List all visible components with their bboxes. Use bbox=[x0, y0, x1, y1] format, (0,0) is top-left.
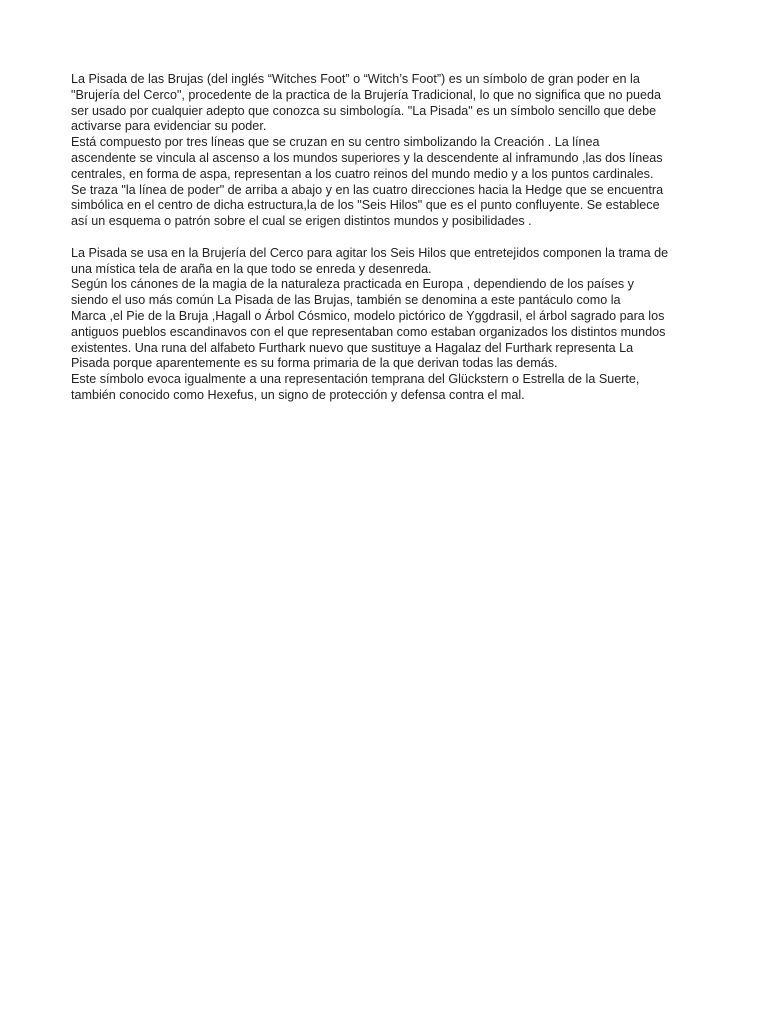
text-line: Está compuesto por tres líneas que se cruzan en su centro simbolizando la Creación . La línea bbox=[71, 135, 600, 150]
text-line: La Pisada de las Brujas (del inglés “Witches Foot” o “Witch’s Foot”) es un símbolo de gran poder en la bbox=[71, 72, 640, 86]
text-line: Este símbolo evoca igualmente a una representación temprana del Glückstern o Estrella de la Suerte, bbox=[71, 372, 640, 387]
text-line: ser usado por cualquier adepto que conozca su simbología. "La Pisada" es un símbolo sencillo que debe bbox=[71, 103, 657, 118]
text-line: Marca ,el Pie de la Bruja ,Hagall o Árbol Cósmico, modelo pictórico de Yggdrasil, el árbol sagrado para los bbox=[71, 308, 665, 323]
text-line: antiguos pueblos escandinavos con el que representaban como estaban organizados los distintos mundos bbox=[71, 324, 666, 339]
text-line: existentes. Una runa del alfabeto Furthark nuevo que sustituye a Hagalaz del Furthark representa La bbox=[71, 340, 634, 355]
body-text bbox=[71, 72, 711, 404]
text-line: La Pisada se usa en la Brujería del Cerco para agitar los Seis Hilos que entretejidos componen la trama de bbox=[71, 245, 669, 260]
text-line: siendo el uso más común La Pisada de las Brujas, también se denomina a este pantáculo como la bbox=[71, 293, 621, 308]
text-line: activarse para evidenciar su poder. bbox=[71, 119, 267, 134]
text-line: una mística tela de araña en la que todo se enreda y desenreda. bbox=[71, 261, 432, 276]
text-line: simbólica en el centro de dicha estructura,la de los "Seis Hilos" que es el punto confluyente. Se establece bbox=[71, 198, 660, 213]
text-line: también conocido como Hexefus, un signo de protección y defensa contra el mal. bbox=[71, 387, 525, 402]
text-line: Según los cánones de la magia de la naturaleza practicada en Europa , dependiendo de los países y bbox=[71, 277, 634, 292]
text-line: "Brujería del Cerco", procedente de la practica de la Brujería Tradicional, lo que no significa que no pueda bbox=[71, 87, 662, 102]
text-line: ascendente se vincula al ascenso a los mundos superiores y la descendente al inframundo ,las dos líneas bbox=[71, 150, 663, 165]
text-line: así un esquema o patrón sobre el cual se erigen distintos mundos y posibilidades . bbox=[71, 214, 532, 229]
text-line: centrales, en forma de aspa, representan a los cuatro reinos del mundo medio y a los puntos cardinales. bbox=[71, 166, 654, 181]
paragraph-spacer bbox=[71, 230, 711, 246]
text-line: Pisada porque aparentemente es su forma primaria de la que derivan todas las demás. bbox=[71, 356, 558, 371]
text-line: Se traza "la línea de poder" de arriba a abajo y en las cuatro direcciones hacia la Hedge que se encuentra bbox=[71, 182, 664, 197]
